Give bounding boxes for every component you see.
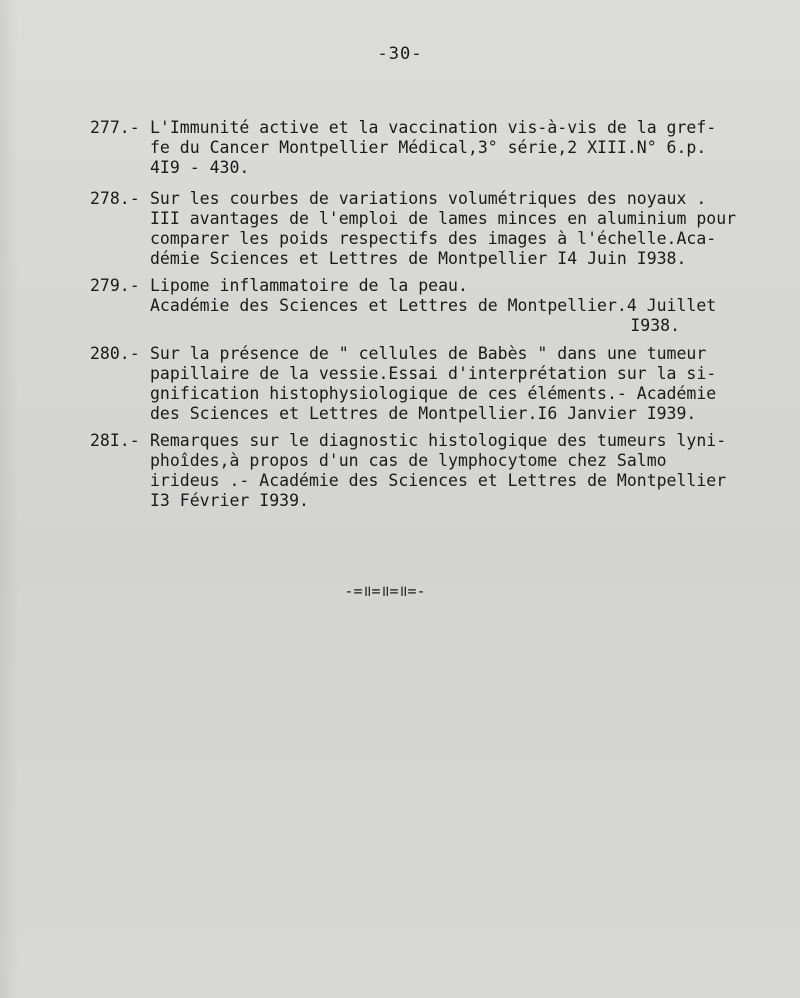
entry-line: Sur la présence de " cellules de Babès " dans une tumeur	[150, 344, 707, 363]
entry-line: démie Sciences et Lettres de Montpellier I4 Juin I938.	[150, 249, 687, 268]
bibliography-entry-278	[90, 189, 760, 269]
entry-number: 28I.-	[90, 431, 140, 450]
entry-line: Sur les courbes de variations volumétriques des noyaux .	[150, 189, 707, 208]
entry-text	[150, 431, 760, 511]
bibliography-entry-281	[90, 431, 760, 511]
entry-line: I3 Février I939.	[150, 491, 309, 510]
entry-line: des Sciences et Lettres de Montpellier.I6 Janvier I939.	[150, 404, 697, 423]
entry-text	[150, 344, 760, 424]
entry-line: Académie des Sciences et Lettres de Montpellier.4 Juillet	[150, 296, 717, 315]
entry-text	[150, 189, 760, 269]
entry-line: papillaire de la vessie.Essai d'interprétation sur la si-	[150, 364, 717, 383]
entry-line: 4I9 - 430.	[150, 158, 250, 177]
entry-line: III avantages de l'emploi de lames minces en aluminium pour	[150, 209, 737, 228]
entry-text	[150, 118, 760, 178]
entry-line: irideus .- Académie des Sciences et Lettres de Montpellier	[150, 471, 727, 490]
bibliography-entry-280	[90, 344, 760, 424]
entry-number: 279.-	[90, 276, 140, 295]
entry-line: gnification histophysiologique de ces éléments.- Académie	[150, 384, 717, 403]
entry-number: 278.-	[90, 189, 140, 208]
entry-line: Lipome inflammatoire de la peau.	[150, 276, 468, 295]
entry-line: I938.	[630, 316, 680, 335]
entry-number: 280.-	[90, 344, 140, 363]
bibliography-entry-279	[90, 276, 760, 336]
entry-line: Remarques sur le diagnostic histologique des tumeurs lyni-	[150, 431, 727, 450]
section-separator: -=॥=॥=॥=-	[344, 582, 426, 600]
entry-number: 277.-	[90, 118, 140, 137]
entry-line: phoîdes,à propos d'un cas de lymphocytome chez Salmo	[150, 451, 667, 470]
entry-line: comparer les poids respectifs des images à l'échelle.Aca-	[150, 229, 717, 248]
entry-line: L'Immunité active et la vaccination vis-à-vis de la gref-	[150, 118, 717, 137]
page-number: -30-	[377, 44, 423, 64]
bibliography-entry-277	[90, 118, 760, 178]
entry-line: fe du Cancer Montpellier Médical,3° série,2 XIII.N° 6.p.	[150, 138, 707, 157]
entry-text	[150, 276, 760, 336]
